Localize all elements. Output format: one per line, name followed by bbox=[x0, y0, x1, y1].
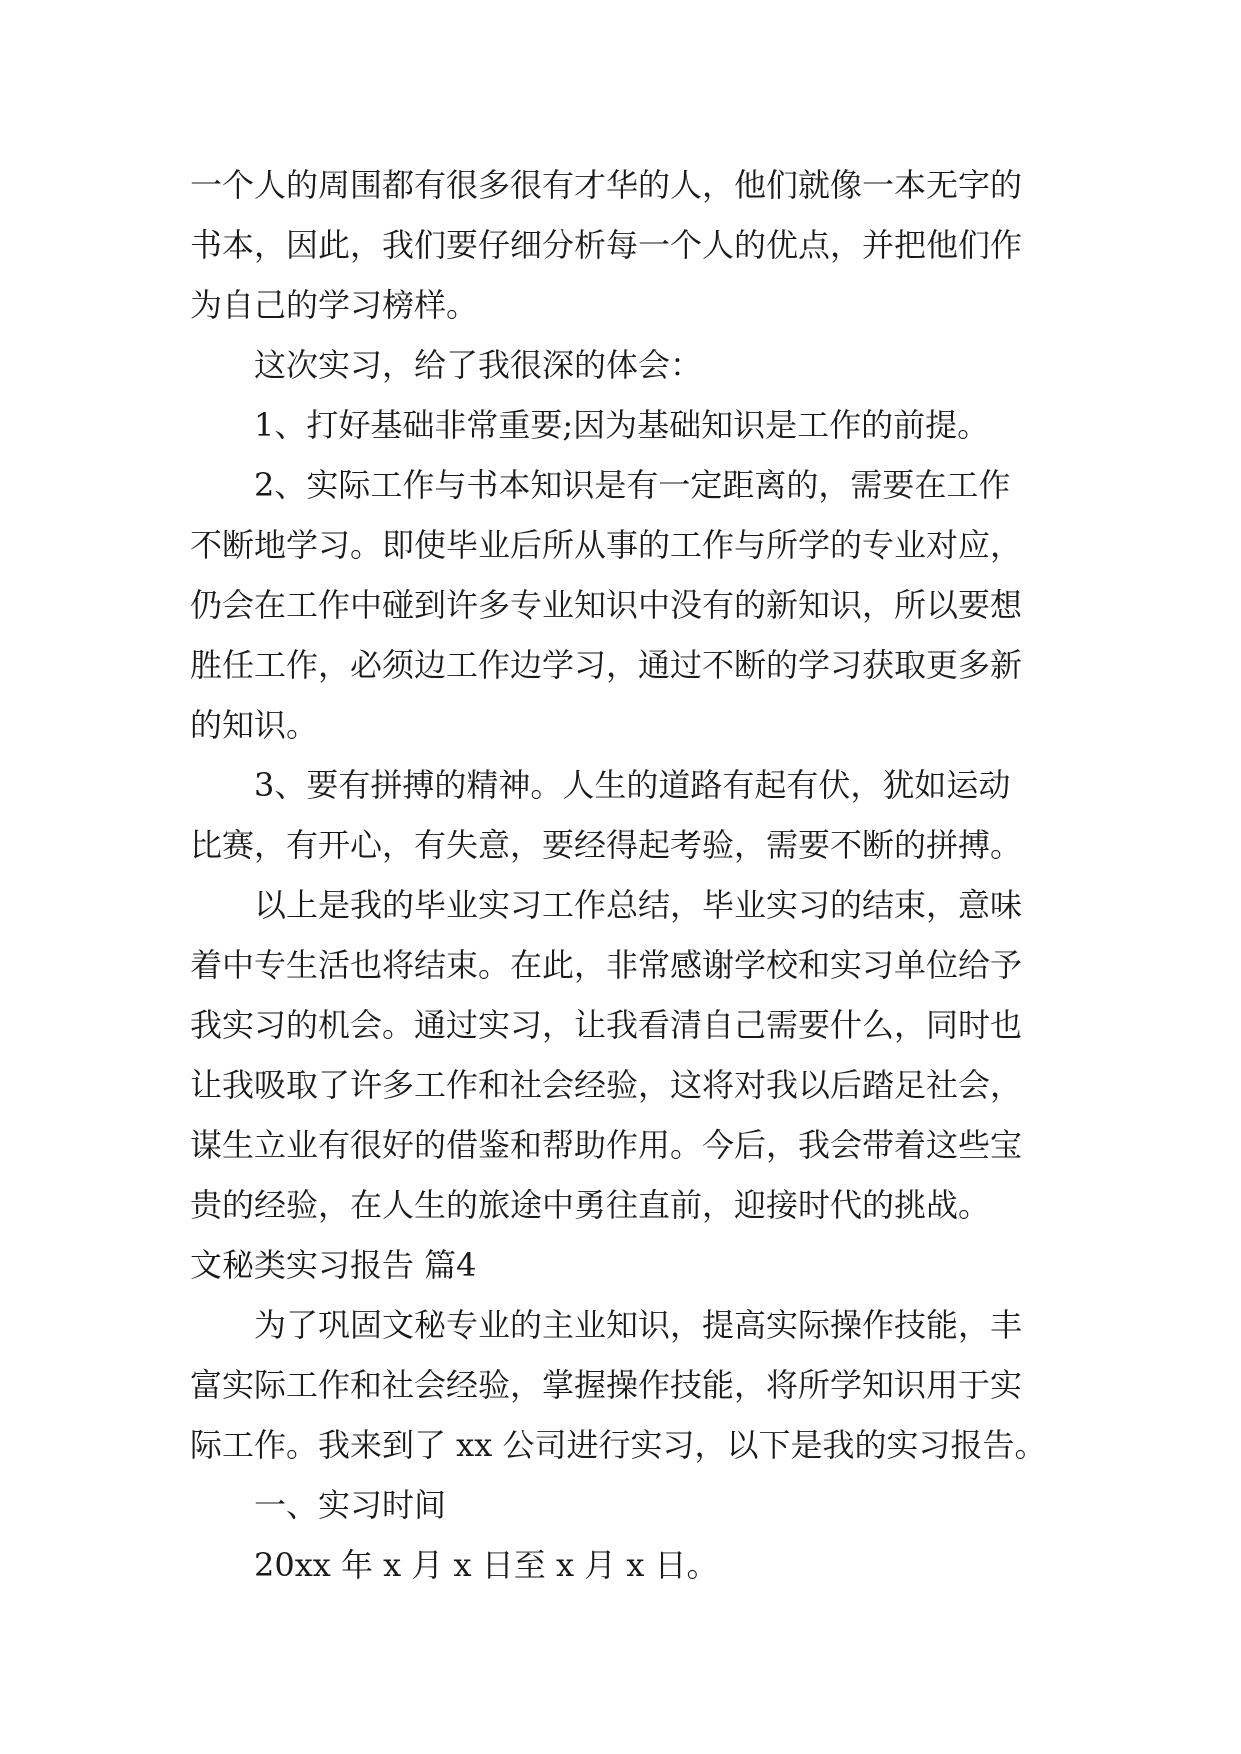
list-item-1: 1、打好基础非常重要;因为基础知识是工作的前提。 bbox=[254, 406, 990, 444]
paragraph-line: 谋生立业有很好的借鉴和帮助作用。今后，我会带着这些宝 bbox=[190, 1126, 1023, 1164]
paragraph-line: 让我吸取了许多工作和社会经验，这将对我以后踏足社会， bbox=[190, 1066, 1023, 1104]
paragraph-line: 为了巩固文秘专业的主业知识，提高实际操作技能，丰 bbox=[254, 1306, 1023, 1344]
paragraph-line: 富实际工作和社会经验，掌握操作技能，将所学知识用于实 bbox=[190, 1366, 1023, 1404]
paragraph-line: 为自己的学习榜样。 bbox=[190, 286, 479, 324]
paragraph-line: 不断地学习。即使毕业后所从事的工作与所学的专业对应， bbox=[190, 526, 1023, 564]
subsection-heading: 一、实习时间 bbox=[254, 1486, 447, 1524]
list-item-3: 3、要有拼搏的精神。人生的道路有起有伏，犹如运动 bbox=[254, 766, 1011, 804]
paragraph-line: 胜任工作，必须边工作边学习，通过不断的学习获取更多新 bbox=[190, 646, 1023, 684]
paragraph-line: 贵的经验，在人生的旅途中勇往直前，迎接时代的挑战。 bbox=[190, 1186, 991, 1224]
paragraph-line: 际工作。我来到了 xx 公司进行实习，以下是我的实习报告。 bbox=[190, 1426, 1047, 1464]
paragraph-line: 仍会在工作中碰到许多专业知识中没有的新知识，所以要想 bbox=[190, 586, 1023, 624]
document-body bbox=[190, 155, 1050, 1595]
list-item-2: 2、实际工作与书本知识是有一定距离的，需要在工作 bbox=[254, 466, 1011, 504]
paragraph-line: 这次实习，给了我很深的体会： bbox=[254, 346, 703, 384]
paragraph-line: 着中专生活也将结束。在此，非常感谢学校和实习单位给予 bbox=[190, 946, 1023, 984]
paragraph-line: 的知识。 bbox=[190, 706, 319, 744]
paragraph-line: 以上是我的毕业实习工作总结，毕业实习的结束，意味 bbox=[254, 886, 1023, 924]
paragraph-line: 我实习的机会。通过实习，让我看清自己需要什么，同时也 bbox=[190, 1006, 1023, 1044]
paragraph-line: 一个人的周围都有很多很有才华的人，他们就像一本无字的 bbox=[190, 166, 1023, 204]
paragraph-line: 20xx 年 x 月 x 日至 x 月 x 日。 bbox=[254, 1546, 719, 1584]
section-heading: 文秘类实习报告 篇4 bbox=[190, 1246, 477, 1284]
paragraph-line: 书本，因此，我们要仔细分析每一个人的优点，并把他们作 bbox=[190, 226, 1023, 264]
paragraph-line: 比赛，有开心，有失意，要经得起考验，需要不断的拼搏。 bbox=[190, 826, 1023, 864]
